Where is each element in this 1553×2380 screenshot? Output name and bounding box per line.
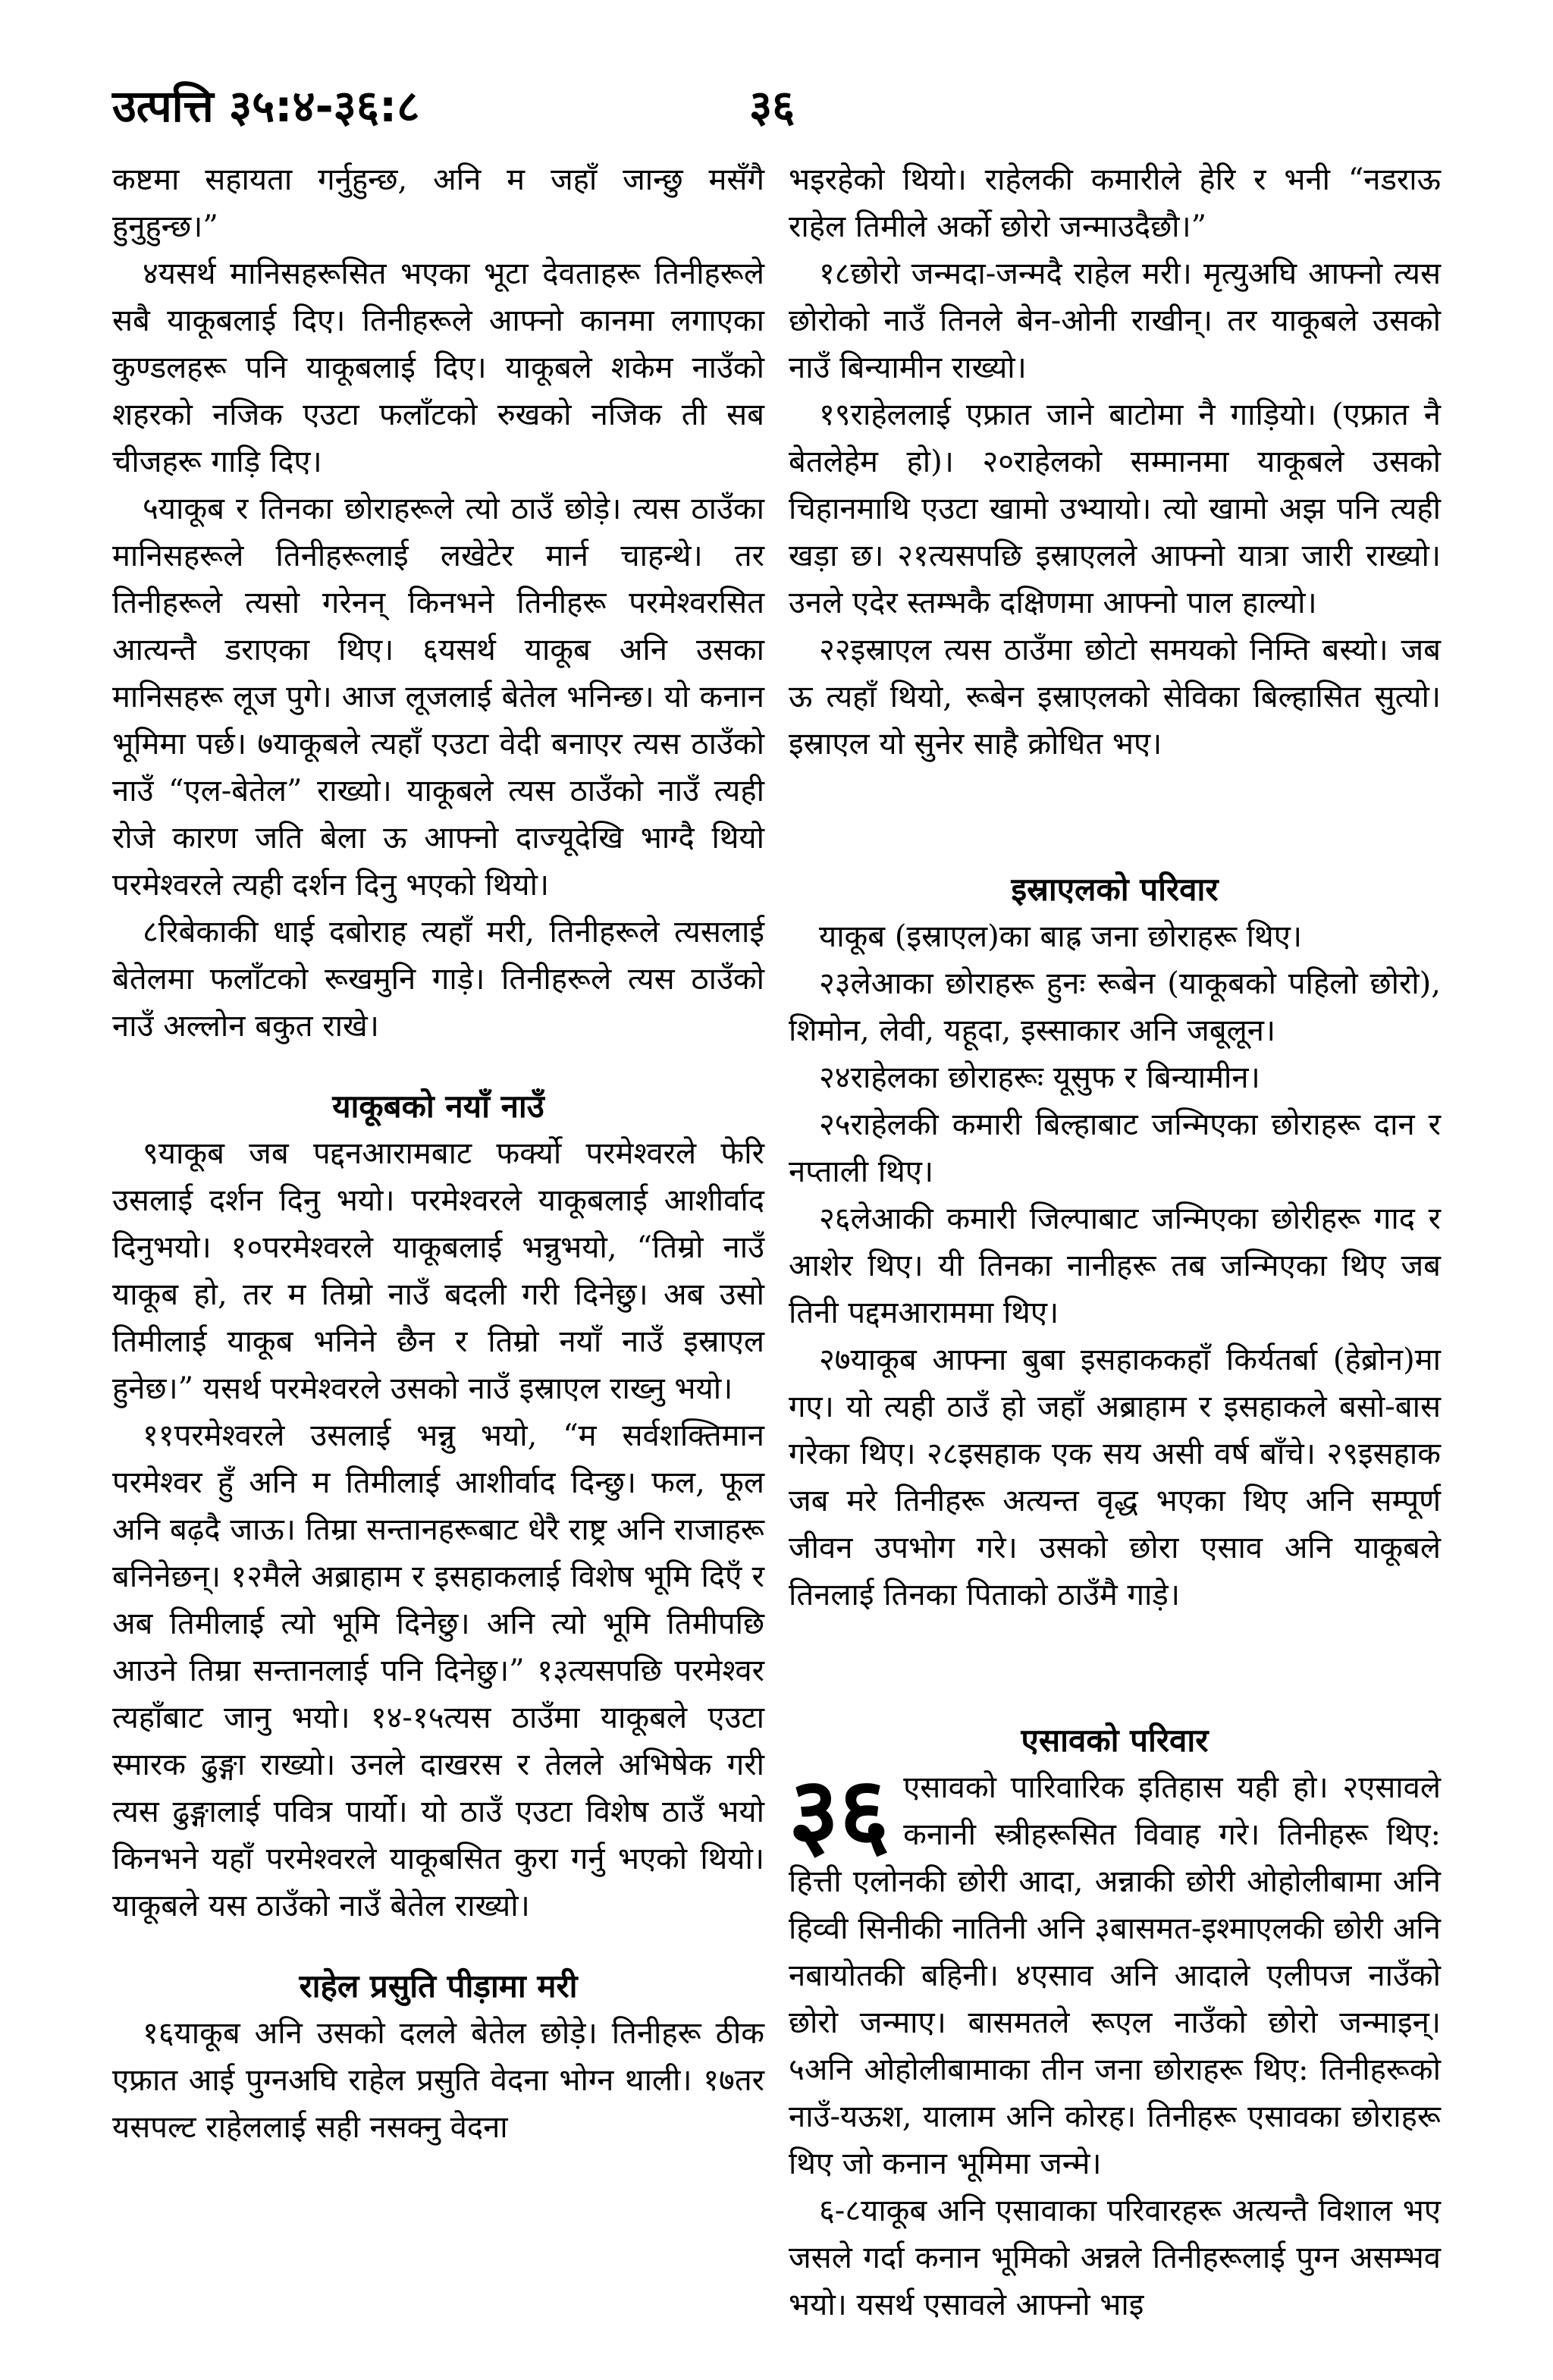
paragraph: २४राहेलका छोराहरूः यूसुफ र बिन्यामीन। [819,1060,1260,1095]
chapter-opening [789,1757,1441,2187]
section-heading: याकूबको नयाँ नाउँ [332,1088,544,1125]
paragraph: याकूब (इस्राएल)का बाह्र जना छोराहरू थिए। [819,919,1302,954]
left-column [112,156,764,2151]
section-heading: इस्राएलको परिवार [1011,871,1219,908]
paragraph: ५याकूब र तिनका छोराहरूले त्यो ठाउँ छोड़े। त्यस ठाउँका मानिसहरूले तिनीहरूलाई लखेटेर मार्न चाहन्थे। तर तिनीहरूले त्यसो गरेनन् किनभने तिनीहरू परमेश्वरसित आत्यन्तै डराएका थिए। ६यसर्थ याकूब अनि उसका मानिसहरू लूज पुगे। आज लूजलाई बेतेल भनिन्छ। यो कनान भूमिमा पर्छ। ७याकूबले त्यहाँ एउटा वेदी बनाएर त्यस ठाउँको नाउँ “एल-बेतेल” राख्यो। याकूबले त्यस ठाउँको नाउँ त्यही रोजे कारण जति बेला ऊ आफ्नो दाज्यूदेखि भाग्दै थियो परमेश्वरले त्यही दर्शन दिनु भएको थियो। [112,491,764,903]
paragraph: २६लेआकी कमारी जिल्पाबाट जन्मिएका छोरीहरू गाद र आशेर थिए। यी तिनका नानीहरू तब जन्मिएका थिए जब तिनी पद्दमआराममा थिए। [789,1201,1441,1330]
right-column [789,156,1441,2328]
running-head: उत्पत्ति ३५:४-३६:८ [112,80,420,132]
paragraph: कष्टमा सहायता गर्नुहुन्छ, अनि म जहाँ जान्छु मसँगै हुनुहुन्छ।” [112,162,764,244]
paragraph: १९राहेललाई एफ्रात जाने बाटोमा नै गाड़ियो। (एफ्रात नै बेतलेहेम हो)। २०राहेलको सम्मानमा याकूबले उसको चिहानमाथि एउटा खामो उभ्यायो। त्यो खामो अझ पनि त्यही खड़ा छ। २१त्यसपछि इस्राएलले आफ्नो यात्रा जारी राख्यो। उनले एदेर स्तम्भकै दक्षिणमा आफ्नो पाल हाल्यो। [789,397,1441,620]
section-heading: राहेल प्रसुति पीड़ामा मरी [299,1967,578,2005]
chapter-number: ३६ [789,1757,890,1870]
page-number: ३६ [749,80,795,132]
paragraph: भइरहेको थियो। राहेलकी कमारीले हेरि र भनी “नडराऊ राहेल तिमीले अर्को छोरो जन्माउदैछौ।” [789,162,1441,244]
paragraph: ८रिबेकाकी धाई दबोराह त्यहाँ मरी, तिनीहरूले त्यसलाई बेतेलमा फलाँटको रूखमुनि गाड़े। तिनीहरूले त्यस ठाउँको नाउँ अल्लोन बकुत राखे। [112,915,764,1044]
paragraph: २५राहेलकी कमारी बिल्हाबाट जन्मिएका छोराहरू दान र नप्ताली थिए। [789,1107,1441,1189]
paragraph: १६याकूब अनि उसको दलले बेतेल छोड़े। तिनीहरू ठीक एफ्रात आई पुग्नअघि राहेल प्रसुति वेदना भोग्न थाली। १७तर यसपल्ट राहेललाई सही नसक्नु वेदना [112,2016,764,2145]
paragraph: २७याकूब आफ्ना बुबा इसहाककहाँ किर्यतर्बा (हेब्रोन)मा गए। यो त्यही ठाउँ हो जहाँ अब्राहाम र इसहाकले बसो-बास गरेका थिए। २८इसहाक एक सय असी वर्ष बाँचे। २९इसहाक जब मरे तिनीहरू अत्यन्त वृद्ध भएका थिए अनि सम्पूर्ण जीवन उपभोग गरे। उसको छोरा एसाव अनि याकूबले तिनलाई तिनका पिताको ठाउँमै गाड़े। [789,1342,1441,1612]
paragraph: एसावको पारिवारिक इतिहास यही हो। २एसावले कनानी स्त्रीहरूसित विवाह गरे। तिनीहरू थिए: हित्ती एलोनकी छोरी आदा, अन्नाकी छोरी ओहोलीबामा अनि हिव्वी सिनीकी नातिनी अनि ३बासमत-इश्माएलकी छोरी अनि नबायोतकी बहिनी। ४एसाव अनि आदाले एलीपज नाउँको छोरो जन्माए। बासमतले रूएल नाउँको छोरो जन्माइन्। ५अनि ओहोलीबामाका तीन जना छोराहरू थिए: तिनीहरूको नाउँ-यऊश, यालाम अनि कोरह। तिनीहरू एसावका छोराहरू थिए जो कनान भूमिमा जन्मे। [789,1770,1441,2181]
paragraph: ६-८याकूब अनि एसावाका परिवारहरू अत्यन्तै विशाल भए जसले गर्दा कनान भूमिको अन्नले तिनीहरूलाई पुग्न असम्भव भयो। यसर्थ एसावले आफ्नो भाइ [789,2193,1441,2322]
page-header [112,74,1447,135]
paragraph: ४यसर्थ मानिसहरूसित भएका भूटा देवताहरू तिनीहरूले सबै याकूबलाई दिए। तिनीहरूले आफ्नो कानमा लगाएका कुण्डलहरू पनि याकूबलाई दिए। याकूबले शकेम नाउँको शहरको नजिक एउटा फलाँटको रुखको नजिक ती सब चीजहरू गाड़ि दिए। [112,256,764,479]
paragraph: २३लेआका छोराहरू हुनः रूबेन (याकूबको पहिलो छोरो), शिमोन, लेवी, यहूदा, इस्साकार अनि जबूलून। [789,966,1441,1048]
paragraph: १८छोरो जन्मदा-जन्मदै राहेल मरी। मृत्युअघि आफ्नो त्यस छोरोको नाउँ तिनले बेन-ओनी राखीन्। तर याकूबले उसको नाउँ बिन्यामीन राख्यो। [789,256,1441,385]
paragraph: ९याकूब जब पद्दनआरामबाट फर्क्यो परमेश्वरले फेरि उसलाई दर्शन दिनु भयो। परमेश्वरले याकूबलाई आशीर्वाद दिनुभयो। १०परमेश्वरले याकूबलाई भन्नुभयो, “तिम्रो नाउँ याकूब हो, तर म तिम्रो नाउँ बदली गरी दिनेछु। अब उसो तिमीलाई याकूब भनिने छैन र तिम्रो नयाँ नाउँ इस्राएल हुनेछ।” यसर्थ परमेश्वरले उसको नाउँ इस्राएल राख्नु भयो। [112,1136,764,1406]
section-heading: एसावको परिवार [1021,1722,1209,1759]
paragraph: २२इस्राएल त्यस ठाउँमा छोटो समयको निम्ति बस्यो। जब ऊ त्यहाँ थियो, रूबेन इस्राएलको सेविका बिल्हासित सुत्यो। इस्राएल यो सुनेर साहै क्रोधित भए। [789,633,1441,761]
paragraph: ११परमेश्वरले उसलाई भन्नु भयो, “म सर्वशक्तिमान परमेश्वर हुँ अनि म तिमीलाई आशीर्वाद दिन्छु। फल, फूल अनि बढ़दै जाऊ। तिम्रा सन्तानहरूबाट धेरै राष्ट्र अनि राजाहरू बनिनेछन्। १२मैले अब्राहाम र इसहाकलाई विशेष भूमि दिएँ र अब तिमीलाई त्यो भूमि दिनेछु। अनि त्यो भूमि तिमीपछि आउने तिम्रा सन्तानलाई पनि दिनेछु।” १३त्यसपछि परमेश्वर त्यहाँबाट जानु भयो। १४-१५त्यस ठाउँमा याकूबले एउटा स्मारक ढुङ्गा राख्यो। उनले दाखरस र तेलले अभिषेक गरी त्यस ढुङ्गालाई पवित्र पार्यो। यो ठाउँ एउटा विशेष ठाउँ भयो किनभने यहाँ परमेश्वरले याकूबसित कुरा गर्नु भएको थियो। याकूबले यस ठाउँको नाउँ बेतेल राख्यो। [112,1418,764,1923]
